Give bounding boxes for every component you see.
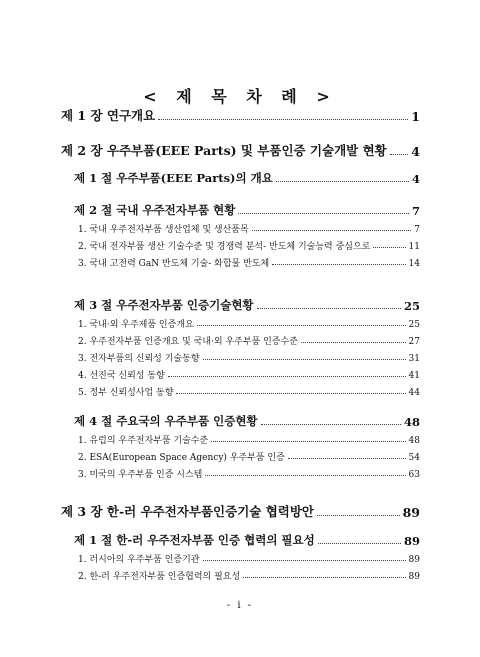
toc-entry-item[interactable]: 1. 러시아의 우주부품 인증기관 89 <box>78 555 420 565</box>
toc-entry-section-3-1[interactable]: 제 1 절 한-러 우주전자부품 인증 협력의 필요성 89 <box>74 533 420 548</box>
toc-title: < 제 목 차 례 > <box>143 87 337 106</box>
toc-entry-item[interactable]: 3. 국내 고전력 GaN 반도체 기술- 화합물 반도체 14 <box>78 259 420 269</box>
toc-entry-chapter-1[interactable]: 제 1 장 연구개요 1 <box>61 108 420 124</box>
toc-entry-item[interactable]: 4. 선진국 신뢰성 동향 41 <box>78 371 420 381</box>
toc-entry-item[interactable]: 2. ESA(European Space Agency) 우주부품 인증 54 <box>78 453 420 463</box>
toc-entry-item[interactable]: 1. 국내·외 우주제품 인증개요 25 <box>78 320 420 330</box>
toc-entry-section-2-3[interactable]: 제 3 절 우주전자부품 인증기술현황 25 <box>74 298 420 313</box>
page-number: - i - <box>226 600 254 611</box>
toc-entry-section-2-2[interactable]: 제 2 절 국내 우주전자부품 현황 7 <box>74 203 420 218</box>
toc-entry-item[interactable]: 2. 한-러 우주전자부품 인증협력의 필요성 89 <box>78 572 420 582</box>
toc-entry-item[interactable]: 2. 국내 전자부품 생산 기술수준 및 경쟁력 분석- 반도체 기술능력 중심으로 11 <box>78 242 420 252</box>
toc-entry-item[interactable]: 3. 전자부품의 신뢰성 기술동향 31 <box>78 354 420 364</box>
toc-entry-item[interactable]: 2. 우주전자부품 인증개요 및 국내·외 우주부품 인증수준 27 <box>78 337 420 347</box>
toc-entry-section-2-4[interactable]: 제 4 절 주요국의 우주부품 인증현황 48 <box>74 414 420 429</box>
toc-entry-chapter-2[interactable]: 제 2 장 우주부품(EEE Parts) 및 부품인증 기술개발 현황 4 <box>61 143 420 159</box>
toc-entry-section-2-1[interactable]: 제 1 절 우주부품(EEE Parts)의 개요 4 <box>74 171 420 186</box>
toc-entry-item[interactable]: 1. 국내 우주전자부품 생산업체 및 생산품목 7 <box>78 225 420 235</box>
toc-entry-chapter-3[interactable]: 제 3 장 한-러 우주전자부품인증기술 협력방안 89 <box>61 504 420 520</box>
toc-entry-item[interactable]: 1. 유럽의 우주전자부품 기술수준 48 <box>78 436 420 446</box>
toc-entry-item[interactable]: 5. 정부 신뢰성사업 동향 44 <box>78 388 420 398</box>
toc-entry-item[interactable]: 3. 미국의 우주부품 인증 시스템 63 <box>78 470 420 480</box>
